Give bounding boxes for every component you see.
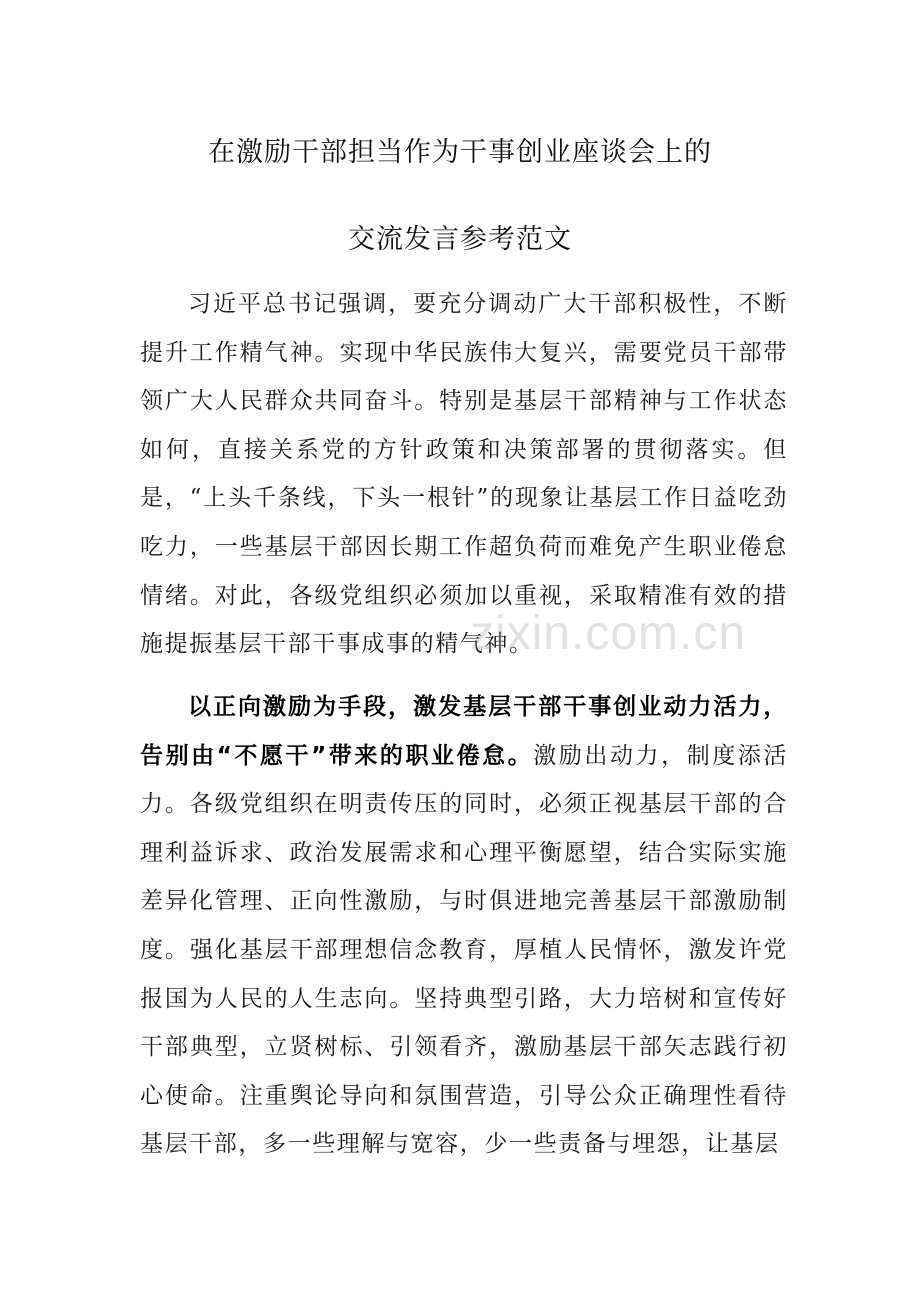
document-title-line1: 在激励干部担当作为干事创业座谈会上的 xyxy=(208,137,712,168)
paragraph-body-text: 激励出动力，制度添活力。各级党组织在明责传压的同时，必须正视基层干部的合理利益诉求、政治发展需求和心理平衡愿望，结合实际实施差异化管理、正向性激励，与时俱进地完善基层干部激励制度。强化基层干部理想信念教育，厚植人民情怀，激发许党报国为人民的人生志向。坚持典型引路，大力培树和宣传好干部典型，立贤树标、引领看齐，激励基层干部矢志践行初心使命。注重舆论导向和氛围营造，引导公众正确理性看待基层干部，多一些理解与宽容，少一些责备与埋怨，让基层 xyxy=(140,742,788,1158)
paragraph-lead-sentence: 以正向激励为手段，激发基层干部干事创业动力活力，告别由“不愿干”带来的职业倦怠。 xyxy=(140,694,788,769)
document-title-line2: 交流发言参考范文 xyxy=(348,224,572,255)
paragraph-intro: 习近平总书记强调，要充分调动广大干部积极性，不断提升工作精气神。实现中华民族伟大复兴，需要党员干部带领广大人民群众共同奋斗。特别是基层干部精神与工作状态如何，直接关系党的方针政策和决策部署的贯彻落实。但是，“上头千条线，下头一根针”的现象让基层工作日益吃劲吃力，一些基层干部因长期工作超负荷而难免产生职业倦怠情绪。对此，各级党组织必须加以重视，采取精准有效的措施提振基层干部干事成事的精气神。 xyxy=(140,291,788,658)
paragraph-positive-incentive xyxy=(140,683,788,1169)
watermark-text: zixin.com.cn xyxy=(470,607,747,660)
